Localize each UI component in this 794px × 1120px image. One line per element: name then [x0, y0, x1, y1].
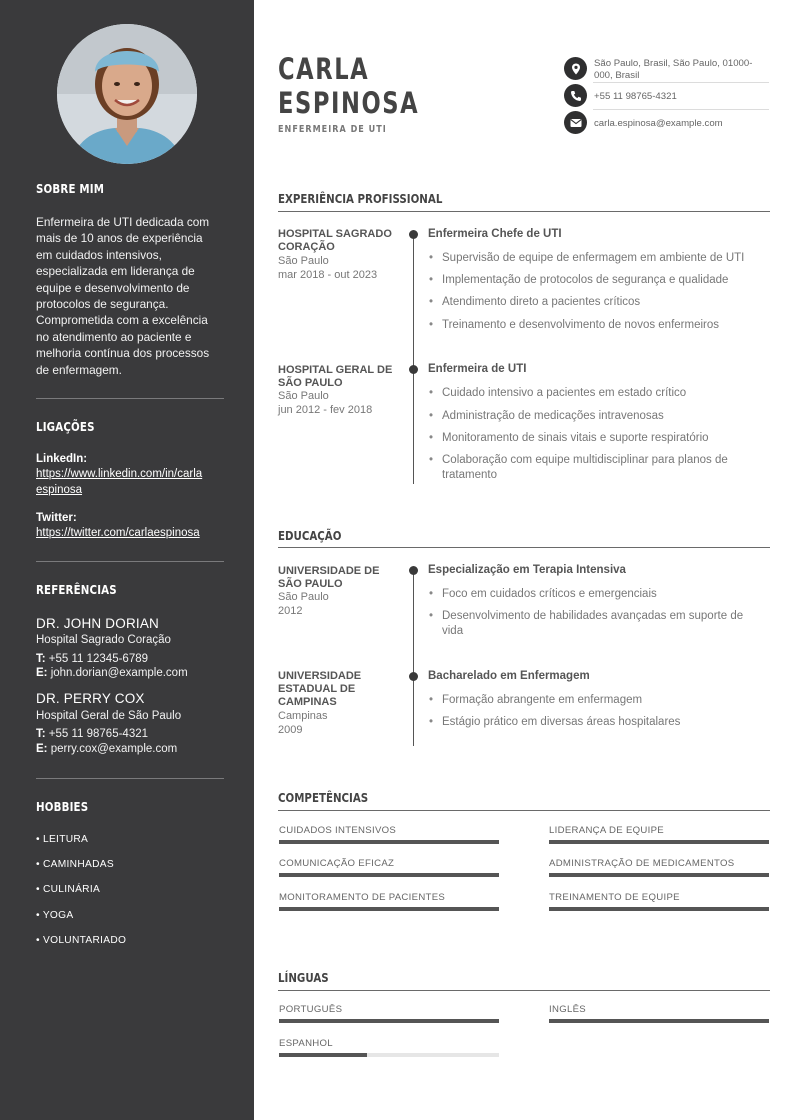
profile-photo-illustration: [57, 24, 197, 164]
phone-icon: [564, 84, 587, 107]
section-rule: [278, 990, 770, 991]
section-rule: [278, 547, 770, 548]
school-city: Campinas: [278, 710, 328, 722]
email-label: E:: [36, 667, 48, 679]
school-city: São Paulo: [278, 591, 329, 603]
phone-label: T:: [36, 653, 46, 665]
timeline-line: [413, 570, 414, 746]
skill-label: COMUNICAÇÃO EFICAZ: [279, 858, 395, 869]
profile-photo: [57, 24, 197, 164]
language-label: PORTUGUÊS: [279, 1004, 343, 1015]
skill-label: CUIDADOS INTENSIVOS: [279, 825, 397, 836]
language-bar-fill: [549, 1019, 769, 1023]
job-bullet: • Administração de medicações intravenosas: [429, 409, 759, 424]
skill-bar: [549, 840, 769, 844]
about-heading: SOBRE MIM: [36, 181, 105, 196]
skill-bar-fill: [549, 907, 769, 911]
reference-email: [36, 667, 188, 679]
reference-phone-value: +55 11 98765-4321: [45, 728, 149, 740]
reference-org: Hospital Geral de São Paulo: [36, 710, 182, 722]
about-text: Enfermeira de UTI dedicada com mais de 10 anos de experiência em cuidados intensivos, especializada em liderança de equipe e desenvolvimento de protocolos de segurança. Comprometida com a excelência no atendimento ao paciente e melhoria contínua dos processos de enfermagem.: [36, 215, 210, 377]
twitter-link[interactable]: https://twitter.com/carlaespinosa: [36, 527, 200, 539]
last-name: ESPINOSA: [278, 86, 420, 120]
language-bar-fill: [279, 1053, 367, 1057]
job-position: Enfermeira Chefe de UTI: [428, 228, 562, 240]
language-bar: [549, 1019, 769, 1023]
skill-label: TREINAMENTO DE EQUIPE: [549, 892, 680, 903]
skill-bar-fill: [279, 873, 499, 877]
employer-city: São Paulo: [278, 390, 329, 402]
references-heading: REFERÊNCIAS: [36, 582, 117, 597]
languages-heading: LÍNGUAS: [278, 970, 329, 985]
contact-phone: +55 11 98765-4321: [594, 91, 677, 102]
graduation-year: 2012: [278, 605, 303, 617]
job-bullet: • Supervisão de equipe de enfermagem em ambiente de UTI: [429, 251, 759, 266]
job-bullet: • Atendimento direto a pacientes críticos: [429, 295, 759, 310]
location-pin-icon: [564, 57, 587, 80]
sidebar: [0, 0, 254, 1120]
education-bullet: • Desenvolvimento de habilidades avançadas em suporte de vida: [429, 609, 759, 639]
reference-org: Hospital Sagrado Coração: [36, 634, 171, 646]
skill-bar: [279, 907, 499, 911]
employer-name: HOSPITAL GERAL DE SÃO PAULO: [278, 364, 393, 389]
linkedin-label: LinkedIn:: [36, 453, 88, 465]
skill-bar: [279, 873, 499, 877]
skill-bar: [279, 840, 499, 844]
job-bullet: • Treinamento e desenvolvimento de novos enfermeiros: [429, 318, 759, 333]
hobby-item: • YOGA: [36, 910, 74, 921]
job-title: ENFERMEIRA DE UTI: [278, 124, 387, 135]
first-name: CARLA: [278, 52, 370, 86]
reference-name: DR. PERRY COX: [36, 691, 145, 706]
employer-name: HOSPITAL SAGRADO CORAÇÃO: [278, 228, 392, 253]
school-name: UNIVERSIDADE DE SÃO PAULO: [278, 565, 380, 590]
skill-bar: [549, 907, 769, 911]
phone-label: T:: [36, 728, 46, 740]
timeline-line: [413, 234, 414, 484]
job-bullet: • Monitoramento de sinais vitais e suporte respiratório: [429, 431, 759, 446]
reference-phone: [36, 728, 148, 740]
skill-bar: [549, 873, 769, 877]
degree-name: Bacharelado em Enfermagem: [428, 670, 590, 682]
skill-bar-fill: [549, 840, 769, 844]
reference-email-value: john.dorian@example.com: [47, 667, 188, 679]
language-label: ESPANHOL: [279, 1038, 333, 1049]
contact-address: São Paulo, Brasil, São Paulo, 01000-000, Brasil: [594, 58, 753, 81]
skills-heading: COMPETÊNCIAS: [278, 790, 369, 805]
email-icon: [564, 111, 587, 134]
timeline-dot: [409, 365, 418, 374]
education-bullet: • Formação abrangente em enfermagem: [429, 693, 759, 708]
employer-city: São Paulo: [278, 255, 329, 267]
education-bullet: • Estágio prático em diversas áreas hospitalares: [429, 715, 759, 730]
skill-bar-fill: [279, 840, 499, 844]
sidebar-divider: [36, 561, 224, 562]
sidebar-divider: [36, 398, 224, 399]
contact-divider: [593, 82, 769, 83]
language-bar: [279, 1019, 499, 1023]
reference-email-value: perry.cox@example.com: [47, 743, 178, 755]
skill-label: ADMINISTRAÇÃO DE MEDICAMENTOS: [549, 858, 735, 869]
reference-email: [36, 743, 177, 755]
skill-bar-fill: [279, 907, 499, 911]
hobby-item: • CAMINHADAS: [36, 859, 114, 870]
section-rule: [278, 810, 770, 811]
skill-label: LIDERANÇA DE EQUIPE: [549, 825, 664, 836]
reference-phone-value: +55 11 12345-6789: [45, 653, 149, 665]
reference-name: DR. JOHN DORIAN: [36, 616, 160, 631]
section-rule: [278, 211, 770, 212]
employment-dates: mar 2018 - out 2023: [278, 269, 378, 281]
job-bullet: • Colaboração com equipe multidisciplinar para planos de tratamento: [429, 453, 759, 483]
language-bar: [279, 1053, 499, 1057]
email-label: E:: [36, 743, 48, 755]
reference-phone: [36, 653, 148, 665]
job-position: Enfermeira de UTI: [428, 363, 527, 375]
contact-divider: [593, 109, 769, 110]
degree-name: Especialização em Terapia Intensiva: [428, 564, 626, 576]
language-label: INGLÊS: [549, 1004, 586, 1015]
language-bar-fill: [279, 1019, 499, 1023]
twitter-label: Twitter:: [36, 512, 77, 524]
timeline-dot: [409, 566, 418, 575]
hobby-item: • CULINÁRIA: [36, 884, 101, 895]
job-bullet: • Cuidado intensivo a pacientes em estado crítico: [429, 386, 759, 401]
school-name: UNIVERSIDADE ESTADUAL DE CAMPINAS: [278, 670, 362, 708]
skill-bar-fill: [549, 873, 769, 877]
hobbies-heading: HOBBIES: [36, 799, 89, 814]
employment-dates: jun 2012 - fev 2018: [278, 404, 373, 416]
contact-email[interactable]: carla.espinosa@example.com: [594, 118, 723, 129]
hobby-item: • LEITURA: [36, 834, 89, 845]
job-bullet: • Implementação de protocolos de segurança e qualidade: [429, 273, 759, 288]
sidebar-divider: [36, 778, 224, 779]
links-heading: LIGAÇÕES: [36, 419, 95, 434]
hobby-item: • VOLUNTARIADO: [36, 935, 127, 946]
graduation-year: 2009: [278, 724, 303, 736]
skill-label: MONITORAMENTO DE PACIENTES: [279, 892, 446, 903]
timeline-dot: [409, 672, 418, 681]
education-bullet: • Foco em cuidados críticos e emergenciais: [429, 587, 759, 602]
timeline-dot: [409, 230, 418, 239]
experience-heading: EXPERIÊNCIA PROFISSIONAL: [278, 191, 443, 206]
linkedin-link[interactable]: https://www.linkedin.com/in/carla espinosa: [36, 468, 203, 496]
education-heading: EDUCAÇÃO: [278, 528, 342, 543]
